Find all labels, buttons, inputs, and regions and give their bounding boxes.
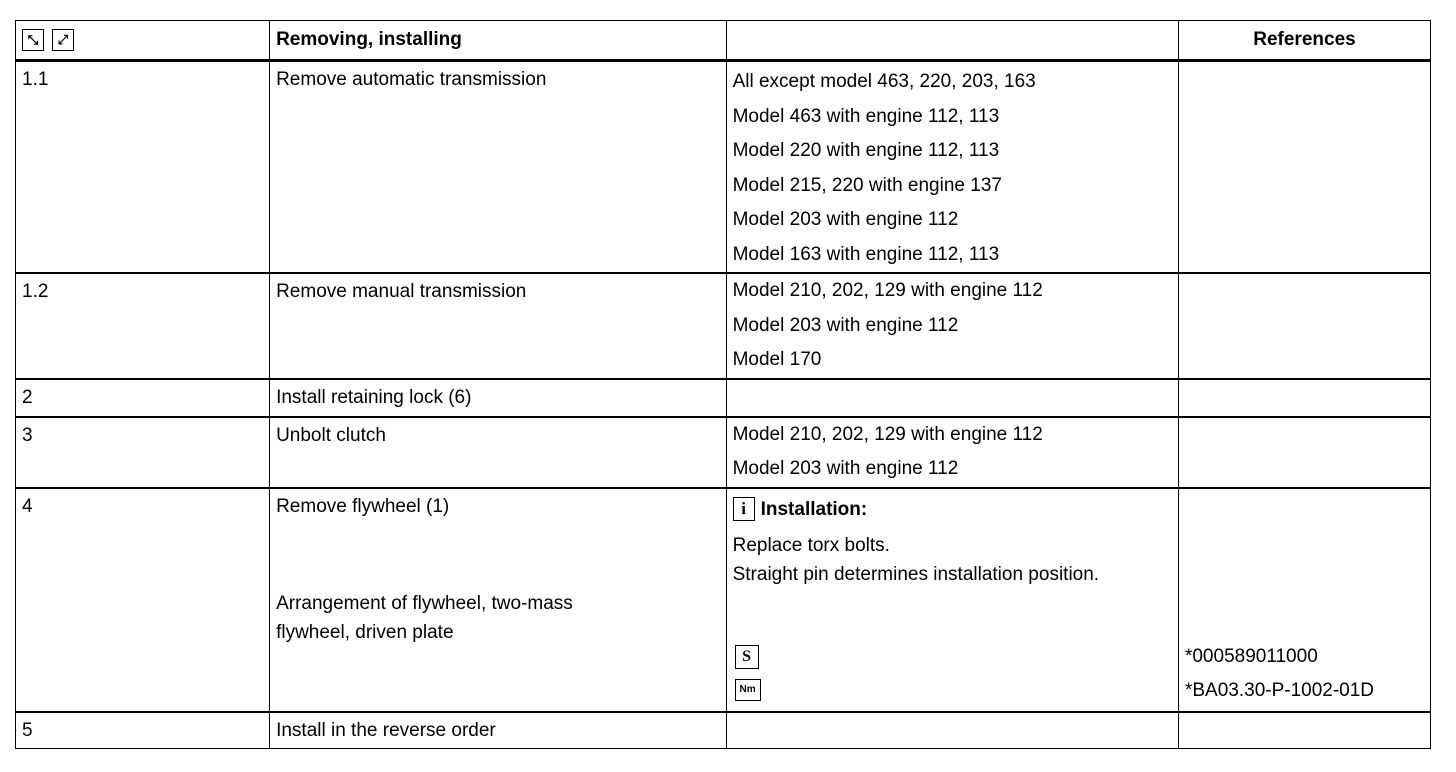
references-cell (1178, 61, 1430, 274)
step-number: 5 (22, 719, 33, 741)
table-row (16, 61, 1431, 274)
procedure-table (15, 20, 1431, 749)
step-action: Install retaining lock (6) (276, 386, 472, 408)
step-number: 4 (22, 495, 33, 517)
applicability-cell (726, 379, 1178, 417)
table-row (16, 712, 1431, 749)
step-number: 1.1 (22, 69, 49, 90)
applicability-line: Model 203 with engine 112 (732, 314, 959, 336)
header-row (16, 21, 1431, 61)
references-cell (1178, 417, 1430, 488)
table-row (16, 379, 1431, 417)
info-icon: i (733, 497, 755, 521)
step-action: Remove automatic transmission (276, 69, 547, 90)
applicability-line: Model 210, 202, 129 with engine 112 (732, 423, 1043, 445)
step-action: Remove flywheel (1) (276, 495, 450, 517)
collapse-icon[interactable]: ⤢ (52, 29, 74, 51)
step-number: 1.2 (22, 281, 49, 302)
applicability-line: Model 463 with engine 112, 113 (732, 105, 1000, 127)
applicability-cell (726, 712, 1178, 749)
header-removing-installing: Removing, installing (270, 21, 727, 61)
table-row (16, 417, 1431, 488)
reference-link[interactable]: *BA03.30-P-1002-01D (1184, 679, 1375, 701)
step-action: Install in the reverse order (276, 719, 496, 741)
reference-link[interactable]: *000589011000 (1184, 645, 1318, 667)
references-cell (1178, 379, 1430, 417)
references-cell (1178, 488, 1430, 712)
table-row (16, 488, 1431, 712)
header-references: References (1178, 21, 1430, 61)
installation-note: Straight pin determines installation position. (732, 563, 1100, 585)
table-row (16, 273, 1431, 379)
references-cell (1178, 273, 1430, 379)
torque-icon[interactable]: Nm (735, 679, 761, 701)
step-number: 2 (22, 386, 33, 408)
info-label: Installation: (760, 498, 868, 520)
applicability-line: Model 215, 220 with engine 137 (732, 174, 1002, 196)
step-action: Unbolt clutch (276, 424, 386, 446)
header-applicability (726, 21, 1178, 61)
applicability-line: Model 203 with engine 112 (732, 458, 959, 479)
step-action-figure-caption: Arrangement of flywheel, two-mass flywheel, driven plate (276, 592, 573, 643)
installation-note: Replace torx bolts. (732, 534, 890, 556)
step-number: 3 (22, 424, 33, 446)
references-cell (1178, 712, 1430, 749)
header-icons-cell (16, 21, 270, 61)
applicability-line: Model 203 with engine 112 (732, 209, 959, 230)
applicability-line: Model 170 (732, 349, 822, 370)
applicability-line: Model 210, 202, 129 with engine 112 (732, 280, 1043, 301)
step-action: Remove manual transmission (276, 281, 527, 302)
applicability-line: Model 163 with engine 112, 113 (732, 243, 1000, 265)
applicability-line: All except model 463, 220, 203, 163 (732, 71, 1036, 92)
expand-icon[interactable]: ⤡ (22, 29, 44, 51)
special-tool-icon[interactable]: S (735, 645, 759, 669)
applicability-line: Model 220 with engine 112, 113 (732, 140, 1000, 161)
